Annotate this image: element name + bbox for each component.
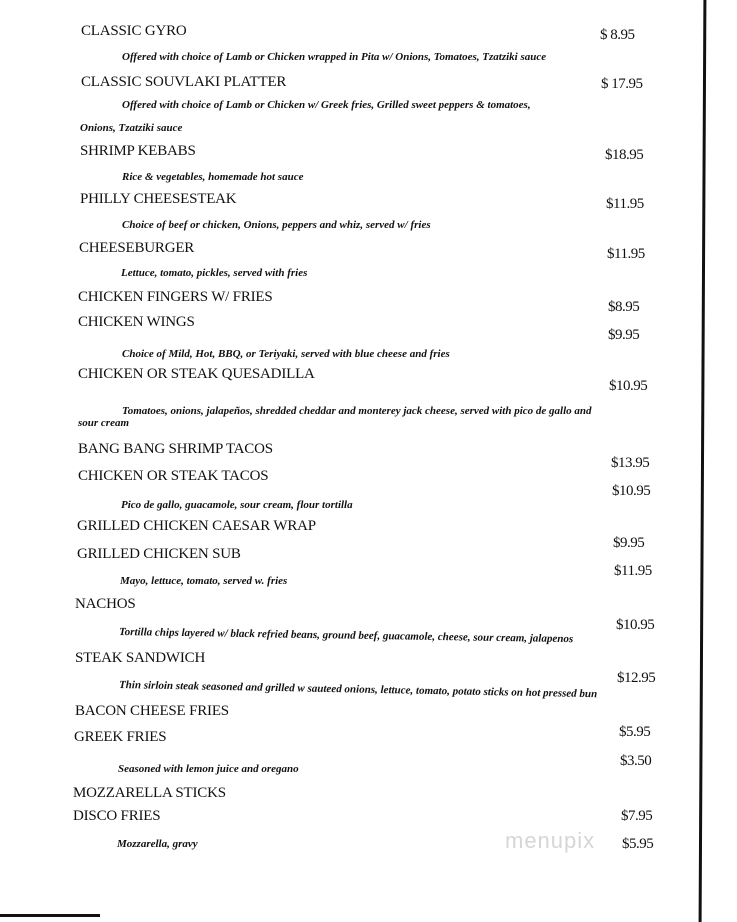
item-price: $18.95 [605,147,644,163]
item-name: CHICKEN OR STEAK TACOS [78,468,269,484]
item-name: CHICKEN OR STEAK QUESADILLA [78,366,315,382]
item-price: $11.95 [607,246,645,262]
item-description: Tortilla chips layered w/ black refried beans, ground beef, guacamole, cheese, sour cream, jalapenos [118,626,574,646]
item-description: Seasoned with lemon juice and oregano [118,763,299,775]
item-price: $5.95 [619,724,651,740]
item-price: $9.95 [613,535,645,551]
item-price: $7.95 [621,808,653,824]
item-name: CHICKEN WINGS [78,314,195,330]
item-name: DISCO FRIES [73,808,161,824]
watermark-logo: menupix [505,828,596,853]
item-description: Choice of Mild, Hot, BBQ, or Teriyaki, served with blue cheese and fries [122,348,450,360]
item-name: CHEESEBURGER [79,240,195,256]
item-price: $8.95 [608,299,640,315]
item-description: Rice & vegetables, homemade hot sauce [122,171,304,183]
item-price: $9.95 [608,327,640,343]
item-name: GREEK FRIES [74,729,167,745]
item-name: GRILLED CHICKEN SUB [77,546,241,562]
item-price: $13.95 [611,455,650,471]
item-description: Tomatoes, onions, jalapeños, shredded cheddar and monterey jack cheese, served with pico de gallo and [122,405,592,417]
item-price: $10.95 [616,617,655,633]
item-description: Pico de gallo, guacamole, sour cream, flour tortilla [121,499,353,511]
item-description: Offered with choice of Lamb or Chicken w/ Greek fries, Grilled sweet peppers & tomatoes, [122,99,531,111]
item-price: $12.95 [617,670,656,686]
item-price: $11.95 [614,563,652,579]
page-edge-right [699,0,707,922]
item-price: $ 8.95 [600,27,635,43]
item-price: $ 17.95 [601,76,643,92]
item-name: CLASSIC SOUVLAKI PLATTER [81,74,287,90]
item-description: Lettuce, tomato, pickles, served with fries [121,267,308,279]
item-name: BACON CHEESE FRIES [75,703,229,719]
page-edge-bottom [0,914,100,917]
item-name: CHICKEN FINGERS W/ FRIES [78,289,273,305]
item-name: NACHOS [75,596,136,612]
item-name: CLASSIC GYRO [81,23,187,39]
item-price: $10.95 [612,483,651,499]
item-description: Choice of beef or chicken, Onions, peppers and whiz, served w/ fries [122,219,431,231]
item-description: Onions, Tzatziki sauce [80,122,183,134]
item-price: $10.95 [609,378,648,394]
item-price: $3.50 [620,753,652,769]
item-name: STEAK SANDWICH [75,650,206,666]
item-name: GRILLED CHICKEN CAESAR WRAP [77,518,316,534]
item-price: $5.95 [622,836,654,852]
item-price: $11.95 [606,196,644,212]
item-name: MOZZARELLA STICKS [73,785,226,801]
item-description: Mozzarella, gravy [117,838,198,850]
item-name: SHRIMP KEBABS [80,143,196,159]
item-description: sour cream [78,417,130,429]
item-description: Thin sirloin steak seasoned and grilled w sauteed onions, lettuce, tomato, potato sticks on hot pressed bun [118,679,598,701]
item-name: PHILLY CHEESESTEAK [80,191,237,207]
item-description: Mayo, lettuce, tomato, served w. fries [120,575,288,587]
item-description: Offered with choice of Lamb or Chicken wrapped in Pita w/ Onions, Tomatoes, Tzatziki sauce [122,51,547,63]
item-name: BANG BANG SHRIMP TACOS [78,441,273,457]
